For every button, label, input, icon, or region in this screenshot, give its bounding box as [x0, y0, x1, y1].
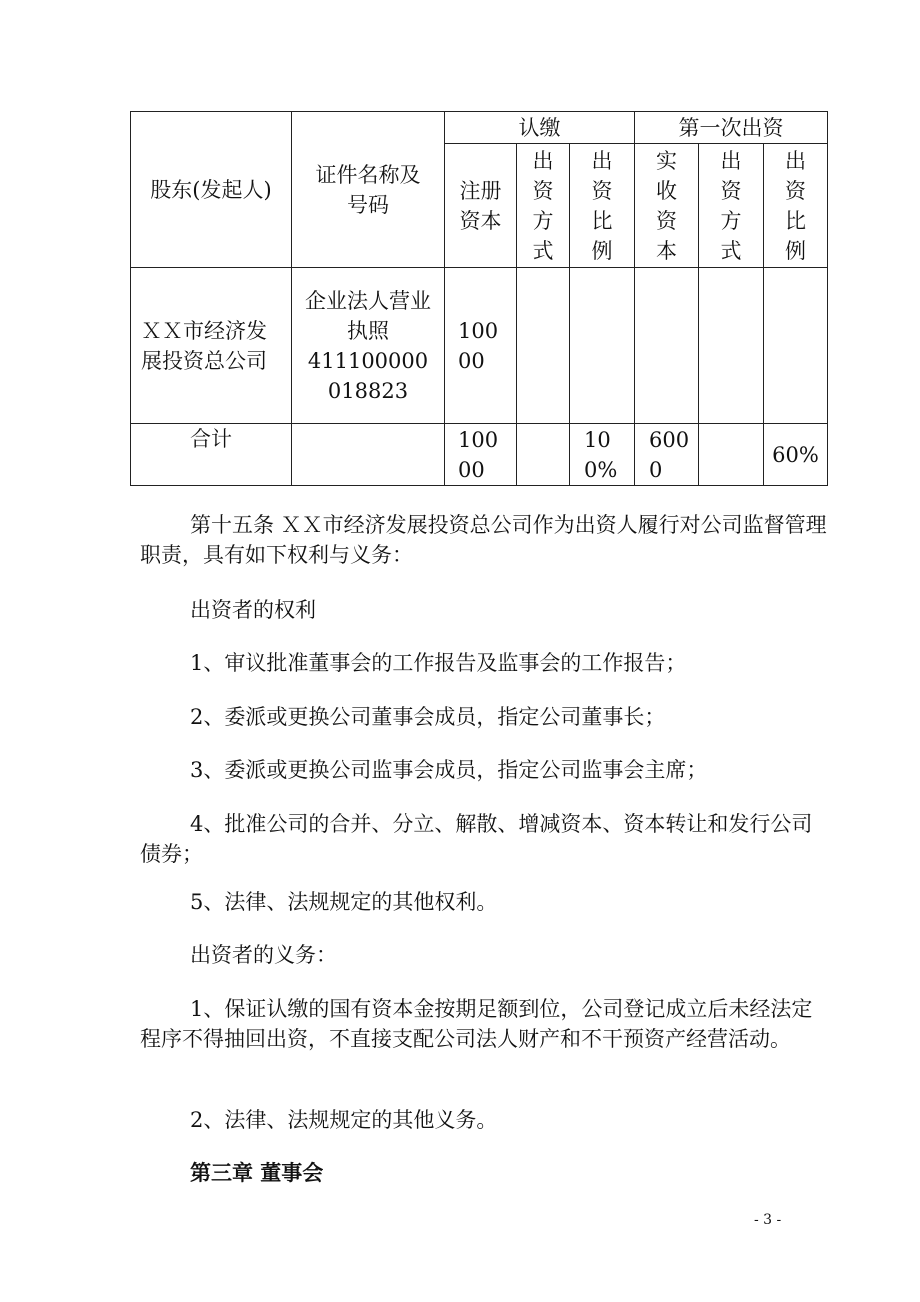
capital-contribution-table: [130, 111, 828, 486]
shareholder-name: ＸＸ市经济发展投资总公司: [131, 268, 292, 424]
total-label: 合计: [131, 424, 292, 486]
header-shareholder: 股东(发起人): [131, 112, 292, 268]
total-registered-capital: 10000: [445, 424, 517, 486]
row-registered-capital: 10000: [445, 268, 517, 424]
duties-item: 2、法律、法规规定的其他义务。: [190, 1108, 498, 1132]
header-certificate: 证件名称及号码: [292, 112, 445, 268]
total-first-method: [699, 424, 764, 486]
header-contribution-ratio: 出资比例: [570, 144, 635, 268]
rights-item: 5、法律、法规规定的其他权利。: [190, 890, 498, 914]
header-first-method: 出资方式: [699, 144, 764, 268]
header-paid-in-capital: 实收资本: [635, 144, 699, 268]
row-contribution-ratio: [570, 268, 635, 424]
rights-item: 2、委派或更换公司董事会成员，指定公司董事长；: [190, 705, 666, 729]
rights-item: 4、批准公司的合并、分立、解散、增减资本、资本转让和发行公司债券；: [140, 812, 813, 866]
total-contribution-method: [517, 424, 570, 486]
row-contribution-method: [517, 268, 570, 424]
article-15: 第十五条 ＸＸ市经济发展投资总公司作为出资人履行对公司监督管理职责，具有如下权利与义务：: [140, 513, 827, 567]
total-contribution-ratio: 100%: [570, 424, 635, 486]
rights-item: 3、委派或更换公司监事会成员，指定公司监事会主席；: [190, 758, 708, 782]
header-subscribed: 认缴: [445, 112, 635, 144]
rights-item: 1、审议批准董事会的工作报告及监事会的工作报告；: [190, 651, 687, 675]
row-first-ratio: [764, 268, 828, 424]
header-first-ratio: 出资比例: [764, 144, 828, 268]
header-first-contribution: 第一次出资: [635, 112, 828, 144]
total-certificate: [292, 424, 445, 486]
row-first-method: [699, 268, 764, 424]
chapter-heading: 第三章 董事会: [190, 1160, 324, 1185]
duties-heading: 出资者的义务：: [190, 943, 337, 967]
header-contribution-method: 出资方式: [517, 144, 570, 268]
page-number: - 3 -: [754, 1212, 782, 1228]
total-paid-in-capital: 6000: [635, 424, 699, 486]
certificate-name: 企业法人营业执照: [305, 288, 431, 343]
row-paid-in-capital: [635, 268, 699, 424]
rights-heading: 出资者的权利: [190, 598, 316, 622]
certificate-cell: [292, 268, 445, 424]
certificate-number: 411100000018823: [307, 348, 429, 403]
duties-item: 1、保证认缴的国有资本金按期足额到位，公司登记成立后未经法定程序不得抽回出资，不直接支配公司法人财产和不干预资产经营活动。: [140, 997, 813, 1051]
header-registered-capital: 注册资本: [445, 144, 517, 268]
total-first-ratio: 60%: [764, 424, 828, 486]
